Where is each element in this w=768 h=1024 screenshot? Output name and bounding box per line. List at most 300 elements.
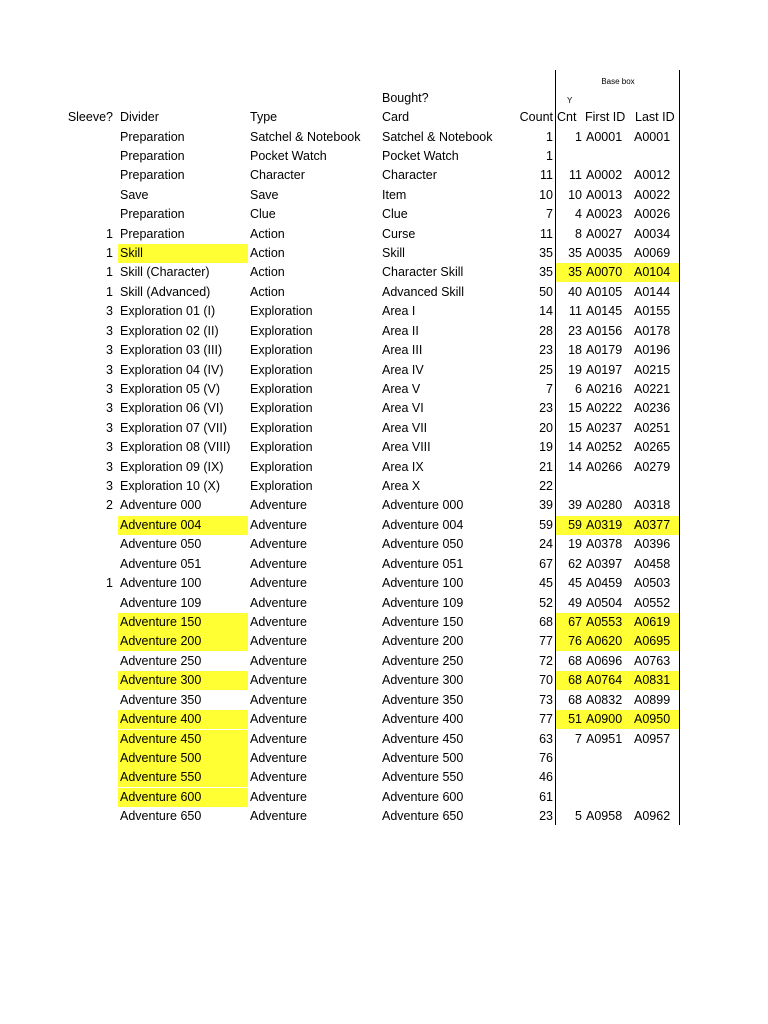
divider-cell: Exploration 10 (X) — [120, 479, 221, 494]
cnt-cell: 68 — [556, 671, 584, 690]
divider-cell: Skill (Advanced) — [120, 284, 211, 299]
last-id-cell: A0503 — [634, 576, 671, 591]
sleeve-cell — [60, 768, 115, 787]
first-id-cell: A0696 — [586, 653, 623, 668]
type-cell: Adventure — [250, 750, 307, 765]
last-id-cell: A0763 — [634, 653, 671, 668]
count-cell: 7 — [546, 381, 553, 396]
cnt-cell: 18 — [568, 343, 582, 358]
type-cell: Adventure — [250, 770, 307, 785]
card-cell: Skill — [382, 246, 405, 261]
cnt-cell: 15 — [568, 420, 582, 435]
last-id-cell: A0899 — [634, 692, 671, 707]
divider-cell: Exploration 01 (I) — [120, 304, 216, 319]
divider-cell: Adventure 109 — [120, 595, 202, 610]
count-cell: 23 — [539, 343, 553, 358]
type-cell: Exploration — [250, 459, 313, 474]
first-id-cell — [584, 788, 632, 807]
count-cell: 24 — [539, 537, 553, 552]
card-cell: Adventure 050 — [382, 537, 464, 552]
cnt-cell: 15 — [568, 401, 582, 416]
card-cell: Adventure 600 — [382, 789, 464, 804]
last-id-header: Last ID — [635, 110, 675, 124]
cnt-cell — [556, 788, 584, 807]
last-id-cell: A0034 — [634, 226, 671, 241]
sleeve-cell — [60, 632, 115, 651]
count-cell: 1 — [546, 148, 553, 163]
sleeve-cell: 3 — [106, 401, 113, 416]
last-id-cell: A0251 — [634, 420, 671, 435]
count-cell: 22 — [539, 479, 553, 494]
count-cell: 10 — [539, 187, 553, 202]
last-id-cell: A0221 — [634, 381, 671, 396]
divider-cell: Preparation — [120, 129, 185, 144]
last-id-cell: A0957 — [634, 731, 671, 746]
type-cell: Adventure — [250, 809, 307, 824]
last-id-cell: A0144 — [634, 284, 671, 299]
card-cell: Adventure 350 — [382, 692, 464, 707]
type-cell: Adventure — [250, 517, 307, 532]
count-cell: 77 — [539, 712, 553, 727]
cnt-cell: 1 — [575, 129, 582, 144]
type-cell: Adventure — [250, 653, 307, 668]
sleeve-cell — [60, 807, 115, 826]
cnt-cell: 40 — [568, 284, 582, 299]
last-id-cell: A0012 — [634, 168, 671, 183]
card-cell: Area IV — [382, 362, 424, 377]
sleeve-header: Sleeve? — [67, 110, 113, 124]
count-cell: 77 — [539, 634, 553, 649]
count-cell: 21 — [539, 459, 553, 474]
count-cell: 25 — [539, 362, 553, 377]
cnt-cell: 14 — [568, 440, 582, 455]
divider-cell: Preparation — [120, 207, 185, 222]
type-cell: Action — [250, 226, 285, 241]
last-id-cell: A0155 — [634, 304, 671, 319]
last-id-cell: A0178 — [634, 323, 671, 338]
cnt-cell: 76 — [556, 632, 584, 651]
card-cell: Clue — [382, 207, 408, 222]
first-id-cell: A0002 — [586, 168, 623, 183]
divider-cell: Adventure 004 — [118, 516, 248, 535]
divider-cell: Adventure 400 — [118, 710, 248, 729]
first-id-cell: A0951 — [586, 731, 623, 746]
count-cell: 52 — [539, 595, 553, 610]
card-cell: Adventure 500 — [382, 750, 464, 765]
type-cell: Exploration — [250, 381, 313, 396]
last-id-cell — [632, 788, 679, 807]
divider-cell: Exploration 04 (IV) — [120, 362, 224, 377]
sleeve-cell — [60, 205, 115, 224]
card-cell: Adventure 300 — [382, 673, 464, 688]
card-cell: Character — [382, 168, 437, 183]
last-id-cell: A0001 — [634, 129, 671, 144]
divider-cell: Exploration 07 (VII) — [120, 420, 227, 435]
last-id-cell: A0950 — [632, 710, 679, 729]
card-cell: Adventure 450 — [382, 731, 464, 746]
first-id-cell: A0958 — [586, 809, 623, 824]
cnt-cell: 67 — [556, 613, 584, 632]
cnt-cell: 7 — [575, 731, 582, 746]
type-cell: Adventure — [250, 634, 307, 649]
count-cell: 76 — [539, 750, 553, 765]
count-cell: 50 — [539, 284, 553, 299]
type-cell: Adventure — [250, 673, 307, 688]
sleeve-cell: 3 — [106, 362, 113, 377]
card-cell: Pocket Watch — [382, 148, 459, 163]
sleeve-cell: 1 — [106, 246, 113, 261]
count-cell: 59 — [539, 517, 553, 532]
card-cell: Adventure 400 — [382, 712, 464, 727]
y-mark: Y — [567, 96, 573, 105]
card-cell: Area III — [382, 343, 423, 358]
divider-cell: Preparation — [120, 226, 185, 241]
divider-cell: Skill — [118, 244, 248, 263]
card-cell: Area IX — [382, 459, 424, 474]
card-cell: Area VIII — [382, 440, 431, 455]
first-id-cell: A0145 — [586, 304, 623, 319]
first-id-cell: A0620 — [584, 632, 632, 651]
cnt-cell: 45 — [568, 576, 582, 591]
divider-cell: Adventure 550 — [118, 768, 248, 787]
divider-cell: Adventure 051 — [120, 556, 202, 571]
last-id-cell: A0104 — [632, 263, 679, 282]
cnt-cell: 4 — [575, 207, 582, 222]
cnt-cell: 5 — [575, 809, 582, 824]
card-cell: Adventure 200 — [382, 634, 464, 649]
last-id-cell — [632, 749, 679, 768]
type-cell: Satchel & Notebook — [250, 129, 361, 144]
last-id-cell — [632, 147, 679, 166]
divider-cell: Adventure 500 — [118, 749, 248, 768]
divider-cell: Adventure 150 — [118, 613, 248, 632]
last-id-cell: A0619 — [632, 613, 679, 632]
card-cell: Adventure 550 — [382, 770, 464, 785]
divider-cell: Adventure 600 — [118, 788, 248, 807]
first-id-cell: A0319 — [584, 516, 632, 535]
cnt-cell: 68 — [568, 692, 582, 707]
card-cell: Area V — [382, 381, 421, 396]
divider-cell: Save — [120, 187, 149, 202]
sleeve-cell — [60, 594, 115, 613]
divider-cell: Adventure 000 — [120, 498, 202, 513]
cnt-cell: 23 — [568, 323, 582, 338]
divider-cell: Adventure 650 — [120, 809, 202, 824]
first-id-header: First ID — [585, 110, 626, 124]
count-cell: 45 — [539, 576, 553, 591]
first-id-cell — [584, 749, 632, 768]
count-cell: 1 — [546, 129, 553, 144]
sleeve-cell: 1 — [106, 265, 113, 280]
last-id-cell: A0279 — [634, 459, 671, 474]
count-cell: 67 — [539, 556, 553, 571]
last-id-cell: A0265 — [634, 440, 671, 455]
last-id-cell: A0396 — [634, 537, 671, 552]
type-cell: Adventure — [250, 576, 307, 591]
type-cell: Save — [250, 187, 279, 202]
sleeve-cell — [60, 166, 115, 185]
cnt-cell: 14 — [568, 459, 582, 474]
last-id-cell: A0695 — [632, 632, 679, 651]
type-cell: Adventure — [250, 615, 307, 629]
sleeve-cell: 1 — [106, 226, 113, 241]
count-cell: 14 — [539, 304, 553, 319]
cnt-cell: 39 — [568, 498, 582, 513]
last-id-cell: A0022 — [634, 187, 671, 202]
type-cell: Exploration — [250, 323, 313, 338]
first-id-cell: A0900 — [584, 710, 632, 729]
type-cell: Exploration — [250, 440, 313, 455]
column-border-right — [679, 70, 680, 825]
cnt-cell — [556, 477, 584, 496]
card-cell: Adventure 004 — [382, 517, 464, 532]
sleeve-cell — [60, 535, 115, 554]
first-id-cell: A0197 — [586, 362, 623, 377]
count-header: Count — [519, 110, 553, 124]
divider-cell: Exploration 03 (III) — [120, 343, 223, 358]
sleeve-cell — [60, 788, 115, 807]
count-cell: 68 — [539, 615, 553, 629]
last-id-cell: A0236 — [634, 401, 671, 416]
cnt-cell: 11 — [569, 304, 582, 319]
card-cell: Area I — [382, 304, 416, 319]
cnt-cell: 51 — [556, 710, 584, 729]
first-id-cell: A0237 — [586, 420, 623, 435]
cnt-cell: 62 — [568, 556, 582, 571]
sleeve-cell: 3 — [106, 304, 113, 319]
type-cell: Exploration — [250, 304, 313, 319]
count-cell: 28 — [539, 323, 553, 338]
count-cell: 61 — [539, 789, 553, 804]
sleeve-cell: 3 — [106, 459, 113, 474]
count-cell: 63 — [539, 731, 553, 746]
sleeve-cell: 3 — [106, 381, 113, 396]
type-cell: Exploration — [250, 420, 313, 435]
divider-cell: Exploration 05 (V) — [120, 381, 221, 396]
type-cell: Clue — [250, 207, 276, 222]
first-id-cell: A0105 — [586, 284, 623, 299]
sleeve-cell: 3 — [106, 420, 113, 435]
type-cell: Adventure — [250, 731, 307, 746]
divider-cell: Adventure 300 — [118, 671, 248, 690]
last-id-cell — [632, 768, 679, 787]
last-id-cell: A0318 — [634, 498, 671, 513]
first-id-cell: A0378 — [586, 537, 623, 552]
cnt-cell — [556, 147, 584, 166]
base-box-label: Base box — [601, 77, 635, 86]
divider-cell: Adventure 450 — [118, 730, 248, 749]
first-id-cell: A0222 — [586, 401, 623, 416]
divider-cell: Adventure 200 — [118, 632, 248, 651]
first-id-cell: A0280 — [586, 498, 623, 513]
count-cell: 73 — [539, 692, 553, 707]
card-cell: Curse — [382, 226, 416, 241]
card-cell: Adventure 100 — [382, 576, 464, 591]
count-cell: 19 — [539, 440, 553, 455]
first-id-cell: A0027 — [586, 226, 623, 241]
cnt-cell: 49 — [568, 595, 582, 610]
card-cell: Item — [382, 187, 407, 202]
count-cell: 20 — [539, 420, 553, 435]
last-id-cell: A0069 — [634, 246, 671, 261]
count-cell: 23 — [539, 809, 553, 824]
cnt-header: Cnt — [557, 110, 577, 124]
last-id-cell: A0026 — [634, 207, 671, 222]
sleeve-cell: 3 — [106, 440, 113, 455]
cnt-cell: 8 — [575, 226, 582, 241]
card-cell: Adventure 109 — [382, 595, 464, 610]
cnt-cell: 19 — [568, 537, 582, 552]
card-cell: Area X — [382, 479, 421, 494]
sleeve-cell — [60, 555, 115, 574]
first-id-cell: A0266 — [586, 459, 623, 474]
first-id-cell: A0013 — [586, 187, 623, 202]
first-id-cell — [584, 477, 632, 496]
count-cell: 11 — [540, 226, 553, 241]
sleeve-cell: 2 — [106, 498, 113, 513]
sleeve-cell — [60, 749, 115, 768]
count-cell: 70 — [539, 673, 553, 688]
first-id-cell: A0156 — [586, 323, 623, 338]
divider-cell: Exploration 09 (IX) — [120, 459, 224, 474]
last-id-cell: A0962 — [634, 809, 671, 824]
cnt-cell: 35 — [556, 263, 584, 282]
divider-cell: Exploration 06 (VI) — [120, 401, 224, 416]
card-cell: Satchel & Notebook — [382, 129, 493, 144]
divider-cell: Preparation — [120, 148, 185, 163]
sleeve-cell: 3 — [106, 479, 113, 494]
card-header: Card — [382, 110, 410, 124]
first-id-cell: A0001 — [586, 129, 623, 144]
last-id-cell: A0552 — [634, 595, 671, 610]
divider-cell: Preparation — [120, 168, 185, 183]
type-cell: Action — [250, 246, 285, 261]
type-cell: Adventure — [250, 537, 307, 552]
card-cell: Area VI — [382, 401, 424, 416]
cnt-cell: 11 — [569, 168, 582, 183]
last-id-cell: A0377 — [632, 516, 679, 535]
sleeve-cell — [60, 710, 115, 729]
cnt-cell: 59 — [556, 516, 584, 535]
cnt-cell: 68 — [568, 653, 582, 668]
card-cell: Adventure 051 — [382, 556, 464, 571]
type-cell: Adventure — [250, 556, 307, 571]
type-cell: Adventure — [250, 712, 307, 727]
type-cell: Character — [250, 168, 305, 183]
type-cell: Adventure — [250, 789, 307, 804]
sleeve-cell: 3 — [106, 343, 113, 358]
card-cell: Advanced Skill — [382, 284, 464, 299]
sleeve-cell — [60, 652, 115, 671]
count-cell: 23 — [539, 401, 553, 416]
first-id-cell: A0553 — [584, 613, 632, 632]
sleeve-cell: 1 — [106, 284, 113, 299]
cnt-cell: 19 — [568, 362, 582, 377]
count-cell: 35 — [539, 265, 553, 280]
bought-label: Bought? — [382, 91, 429, 105]
card-cell: Character Skill — [382, 265, 464, 280]
divider-cell: Skill (Character) — [120, 265, 210, 280]
count-cell: 11 — [540, 168, 553, 183]
card-cell: Area II — [382, 323, 419, 338]
first-id-cell: A0764 — [584, 671, 632, 690]
first-id-cell: A0035 — [586, 246, 623, 261]
first-id-cell: A0252 — [586, 440, 623, 455]
type-header: Type — [250, 110, 278, 124]
last-id-cell — [632, 477, 679, 496]
type-cell: Exploration — [250, 401, 313, 416]
first-id-cell — [584, 768, 632, 787]
divider-cell: Adventure 350 — [120, 692, 202, 707]
card-cell: Adventure 250 — [382, 653, 464, 668]
first-id-cell: A0070 — [584, 263, 632, 282]
count-cell: 39 — [539, 498, 553, 513]
sleeve-cell — [60, 671, 115, 690]
first-id-cell — [584, 147, 632, 166]
divider-cell: Adventure 100 — [120, 576, 202, 591]
last-id-cell: A0458 — [634, 556, 671, 571]
type-cell: Adventure — [250, 692, 307, 707]
divider-cell: Exploration 02 (II) — [120, 323, 219, 338]
cnt-cell: 6 — [575, 381, 582, 396]
first-id-cell: A0216 — [586, 381, 623, 396]
sleeve-cell — [60, 516, 115, 535]
first-id-cell: A0459 — [586, 576, 623, 591]
cnt-cell — [556, 749, 584, 768]
first-id-cell: A0179 — [586, 343, 623, 358]
card-cell: Adventure 650 — [382, 809, 464, 824]
card-cell: Area VII — [382, 420, 428, 435]
type-cell: Exploration — [250, 362, 313, 377]
count-cell: 7 — [546, 207, 553, 222]
sleeve-cell — [60, 186, 115, 205]
type-cell: Adventure — [250, 498, 307, 513]
sleeve-cell — [60, 691, 115, 710]
divider-cell: Exploration 08 (VIII) — [120, 440, 231, 455]
type-cell: Pocket Watch — [250, 148, 327, 163]
count-cell: 46 — [539, 770, 553, 785]
type-cell: Adventure — [250, 595, 307, 610]
card-cell: Adventure 150 — [382, 615, 464, 629]
type-cell: Action — [250, 265, 285, 280]
first-id-cell: A0397 — [586, 556, 623, 571]
count-cell: 72 — [539, 653, 553, 668]
sleeve-cell — [60, 147, 115, 166]
divider-cell: Adventure 250 — [120, 653, 202, 668]
sleeve-cell — [60, 730, 115, 749]
sleeve-cell — [60, 613, 115, 632]
type-cell: Exploration — [250, 343, 313, 358]
divider-header: Divider — [120, 110, 159, 124]
type-cell: Exploration — [250, 479, 313, 494]
last-id-cell: A0215 — [634, 362, 671, 377]
last-id-cell: A0196 — [634, 343, 671, 358]
count-cell: 35 — [539, 246, 553, 261]
last-id-cell: A0831 — [632, 671, 679, 690]
first-id-cell: A0832 — [586, 692, 623, 707]
card-cell: Adventure 000 — [382, 498, 464, 513]
cnt-cell: 35 — [568, 246, 582, 261]
cnt-cell: 10 — [568, 187, 582, 202]
cnt-cell — [556, 768, 584, 787]
type-cell: Action — [250, 284, 285, 299]
first-id-cell: A0023 — [586, 207, 623, 222]
first-id-cell: A0504 — [586, 595, 623, 610]
sleeve-cell — [60, 128, 115, 147]
sleeve-cell: 3 — [106, 323, 113, 338]
divider-cell: Adventure 050 — [120, 537, 202, 552]
sleeve-cell: 1 — [106, 576, 113, 591]
